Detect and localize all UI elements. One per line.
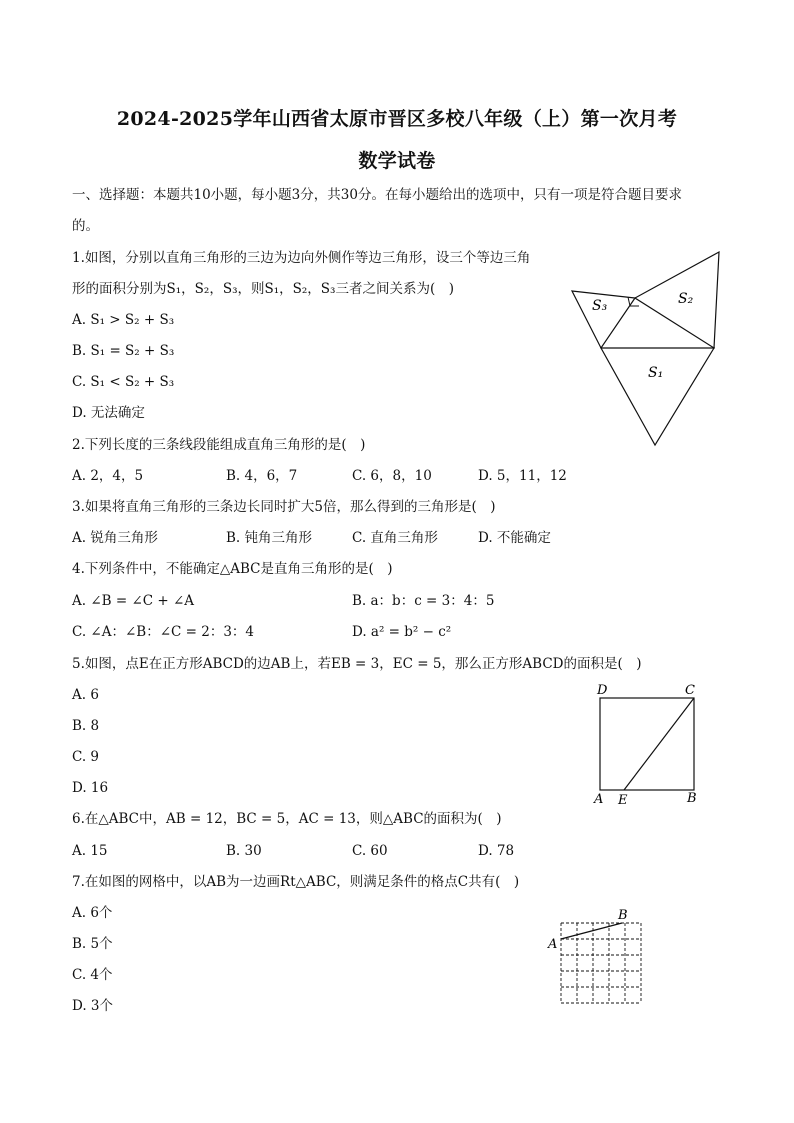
label-s1: S₁ [648, 365, 664, 381]
q6-option-a: A. 15 [72, 843, 108, 859]
segment-ec [624, 698, 694, 790]
q3-stem: 3.如果将直角三角形的三条边长同时扩大5倍，那么得到的三角形是( ) [72, 499, 496, 515]
q2-stem: 2.下列长度的三条线段能组成直角三角形的是( ) [72, 437, 366, 453]
q1-option-d: D. 无法确定 [72, 405, 145, 421]
label-s3: S₃ [592, 298, 608, 314]
q4-option-b: B. a：b：c = 3：4：5 [352, 593, 495, 609]
q4-stem: 4.下列条件中，不能确定△ABC是直角三角形的是( ) [72, 561, 393, 577]
q7-grid-figure [545, 905, 650, 1007]
q5-option-b: B. 8 [72, 718, 100, 734]
q4-option-a: A. ∠B = ∠C + ∠A [72, 593, 195, 609]
q5-option-d: D. 16 [72, 780, 109, 796]
q7-option-c: C. 4个 [72, 967, 113, 983]
label-d: D [597, 683, 608, 698]
section-instructions: 一、选择题：本题共10小题，每小题3分，共30分。在每小题给出的选项中，只有一项是符合题目要求 [72, 187, 682, 203]
q3-option-a: A. 锐角三角形 [72, 530, 158, 546]
exam-title: 2024-2025学年山西省太原市晋区多校八年级（上）第一次月考 [116, 108, 678, 130]
q6-option-d: D. 78 [478, 843, 515, 859]
q7-option-a: A. 6个 [72, 905, 113, 921]
q1-figure [560, 245, 735, 455]
q6-stem: 6.在△ABC中，AB = 12，BC = 5，AC = 13，则△ABC的面积为( ) [72, 811, 502, 827]
q7-stem: 7.在如图的网格中，以AB为一边画Rt△ABC，则满足条件的格点C共有( ) [72, 874, 520, 890]
q6-option-c: C. 60 [352, 843, 388, 859]
q5-option-c: C. 9 [72, 749, 100, 765]
label-b: B [687, 791, 697, 806]
q5-figure [588, 680, 708, 808]
label-a: A [594, 792, 604, 807]
q5-option-a: A. 6 [72, 687, 99, 703]
q2-option-b: B. 4，6，7 [226, 468, 298, 484]
label-a: A [548, 937, 558, 952]
q1-option-b: B. S₁ = S₂ + S₃ [72, 343, 175, 359]
q1-stem: 1.如图，分别以直角三角形的三边为边向外侧作等边三角形，设三个等边三角 [72, 250, 531, 266]
q1-option-c: C. S₁ < S₂ + S₃ [72, 374, 175, 390]
label-e: E [618, 793, 628, 808]
triangle-s2 [635, 252, 719, 348]
q1-stem-cont: 形的面积分别为S₁，S₂，S₃，则S₁，S₂，S₃三者之间关系为( ) [72, 281, 454, 297]
square-abcd [600, 698, 694, 790]
segment-ab [561, 923, 622, 939]
q2-option-a: A. 2，4，5 [72, 468, 144, 484]
q3-option-d: D. 不能确定 [478, 530, 551, 546]
q3-option-c: C. 直角三角形 [352, 530, 438, 546]
label-s2: S₂ [678, 291, 694, 307]
q5-stem: 5.如图，点E在正方形ABCD的边AB上，若EB = 3，EC = 5，那么正方形ABCD的面积是( ) [72, 656, 642, 672]
q3-option-b: B. 钝角三角形 [226, 530, 313, 546]
grid-lines [561, 923, 641, 1003]
q4-option-c: C. ∠A：∠B：∠C = 2：3：4 [72, 624, 255, 640]
q7-option-d: D. 3个 [72, 998, 114, 1014]
q2-option-d: D. 5，11，12 [478, 468, 567, 484]
exam-subtitle: 数学试卷 [358, 150, 436, 172]
q6-option-b: B. 30 [226, 843, 262, 859]
q7-option-b: B. 5个 [72, 936, 113, 952]
q1-option-a: A. S₁ > S₂ + S₃ [72, 312, 175, 328]
q2-option-c: C. 6，8，10 [352, 468, 432, 484]
label-c: C [685, 683, 695, 698]
label-b: B [618, 908, 628, 923]
q4-option-d: D. a² = b² − c² [352, 624, 452, 640]
section-instructions-cont: 的。 [72, 218, 99, 234]
triangle-s1 [601, 348, 714, 445]
